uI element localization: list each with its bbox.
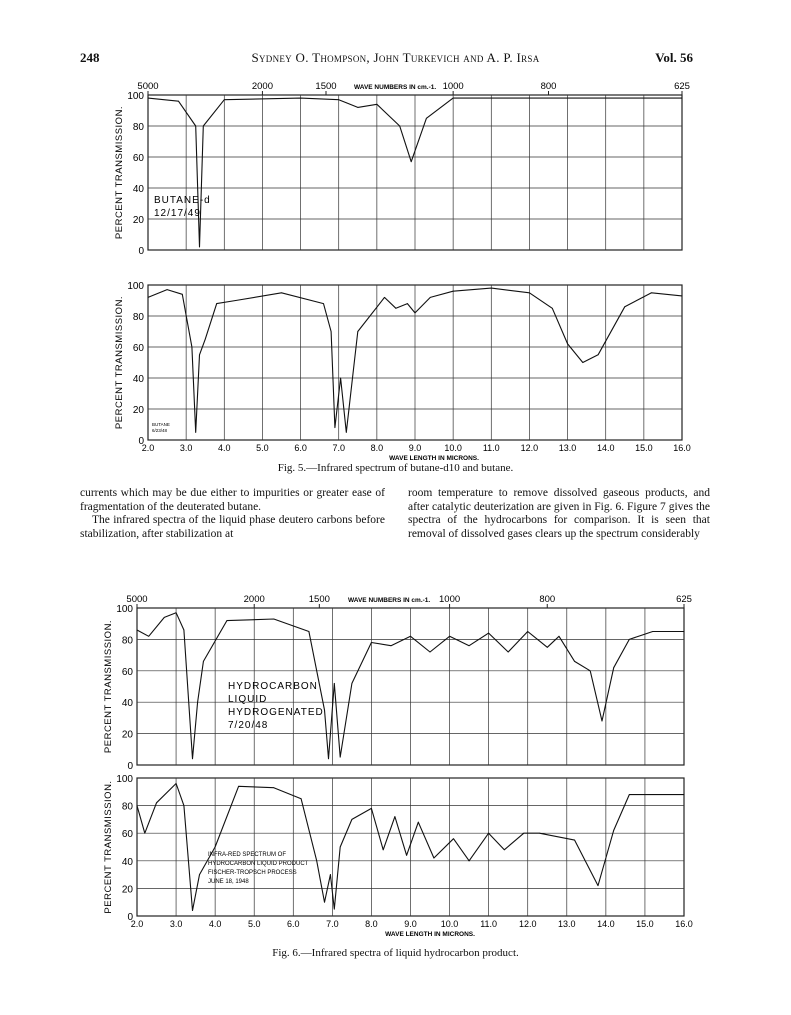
spectrum-point [137,630,138,631]
spectrum-point [182,294,183,295]
spectrum-point [199,354,200,355]
wavelength-tick-label: 16.0 [675,919,693,929]
spectrum-point [613,830,614,831]
spectrum-point [430,652,431,653]
spectrum-point [183,630,184,631]
spectrum-point [371,642,372,643]
spectrum-point [547,647,548,648]
wavelength-tick-label: 6.0 [294,443,307,453]
spectrum-point [407,303,408,304]
spectrum-point [144,833,145,834]
spectrum-point [383,849,384,850]
spectrum-point [426,118,427,119]
spectrum-point [574,661,575,662]
spectrum-point [235,300,236,301]
spectrum-point [226,620,227,621]
spectrum-point [203,126,204,127]
spectrum-point [684,794,685,795]
spectrum-point [216,303,217,304]
right-paragraph-1: room temperature to remove dissolved gaseous products, and after catalytic deuterization are given in Fig. 6. Figure 7 gives the spectra of the hydrocarbons for comparison. It is seen that removal of dissolved gases clears up the spectrum considerably [408,487,710,540]
spectrum-point [449,636,450,637]
y-axis-label: PERCENT TRANSMISSION. [103,780,114,914]
spectrum-point [324,710,325,711]
wavelength-tick-label: 13.0 [558,919,576,929]
y-tick-label: 20 [121,729,133,741]
wavenumber-tick-label: 5000 [126,594,148,605]
wavenumber-tick-label: 2000 [243,594,265,605]
spectrum-point [504,849,505,850]
spectrum-point [340,757,341,758]
spectrum-point [430,297,431,298]
wavelength-tick-label: 5.0 [256,443,269,453]
spectrum-point [199,874,200,875]
wavenumber-tick-label: 5000 [137,81,159,92]
wavelength-tick-label: 2.0 [130,919,144,929]
wavelength-tick-label: 7.0 [332,443,345,453]
spectrum-point [192,758,193,759]
spectrum-point [415,313,416,314]
spectrum-point [418,822,419,823]
wavenumber-tick-label: 2000 [251,81,273,92]
spectrum-point [316,860,317,861]
spectrum-point [334,909,335,910]
y-tick-label: 100 [116,774,133,785]
wavelength-tick-label: 14.0 [596,443,615,453]
y-tick-label: 60 [121,666,133,678]
wavelength-tick-label: 15.0 [636,919,654,929]
spectrum-point [334,683,335,684]
wavenumber-tick-label: 800 [540,81,557,92]
y-tick-label: 20 [132,405,144,416]
wavelength-tick-label: 3.0 [179,443,193,453]
wavenumber-tick-label: 1500 [308,594,330,605]
wavenumber-tick-label: 625 [674,81,690,92]
spectrum-point [156,802,157,803]
wavelength-tick-label: 4.0 [208,919,222,929]
page-number: 248 [80,50,100,65]
spectrum-point [411,161,412,162]
y-tick-label: 60 [132,343,144,354]
spectrum-point [340,847,341,848]
spectrum-point [148,636,149,637]
spectrum-point [346,102,347,103]
spectrum-point [410,636,411,637]
y-tick-label: 40 [132,184,144,195]
spectrum-point [300,98,301,99]
wavelength-tick-label: 12.0 [518,919,537,929]
spectrum-point [197,702,198,703]
spectrum-point [137,805,138,806]
spectrum-point [652,631,653,632]
wavelength-tick-label: 12.0 [520,443,539,453]
wavelength-tick-label: 13.0 [558,443,577,453]
spectrum-point [574,840,575,841]
spectrum-point [582,362,583,363]
y-axis-label: PERCENT TRANSMISSION. [114,105,125,240]
spectrum-point [351,819,352,820]
spectrum-point [527,631,528,632]
spectrum-point [396,308,397,309]
spectrum-point [357,107,358,108]
wavelength-tick-label: 8.0 [370,443,384,453]
spectrum-point [148,297,149,298]
spectrum-point [224,99,225,100]
spectrum-point [567,344,568,345]
wavelength-tick-label: 11.0 [480,919,498,929]
y-tick-label: 80 [121,801,133,813]
spectrum-point [376,104,377,105]
spectrum-point [590,670,591,671]
wavenumber-tick-label: 1000 [442,81,464,92]
wavelength-tick-label: 8.0 [365,919,378,929]
spectrum-point [529,98,530,99]
spectrum-point [394,816,395,817]
running-authors: Sydney O. Thompson, John Turkevich and A. P. Irsa [251,50,540,65]
spectrum-point [399,126,400,127]
wavelength-tick-label: 10.0 [444,443,462,453]
y-tick-label: 20 [132,215,144,226]
spectrum-point [215,847,216,848]
y-tick-label: 80 [132,122,144,133]
sample-label-line: JUNE 18, 1948 [208,879,249,885]
spectrum-point [453,838,454,839]
spectrum-point [491,98,492,99]
spectrum-point [346,432,347,433]
spectrum-point [598,885,599,886]
y-tick-label: 60 [121,829,133,841]
figure6-caption: Fig. 6.—Infrared spectra of liquid hydrocarbon product. [272,947,519,959]
spectrum-point [508,652,509,653]
spectrum-point [552,308,553,309]
spectrum-point [682,98,683,99]
spectrum-point [192,910,193,911]
spectrum-point [281,292,282,293]
y-tick-label: 100 [127,281,144,292]
y-tick-label: 40 [121,856,133,868]
spectrum-point [523,833,524,834]
spectrum-point [651,292,652,293]
spectrum-point [335,427,336,428]
spectrum-point [602,721,603,722]
sample-label-line: HYDROGENATED [228,707,324,718]
spectrum-point [167,289,168,290]
sample-label-line: INFRA-RED SPECTRUM OF [208,852,286,858]
spectrum-point [205,339,206,340]
wavelength-tick-label: 16.0 [673,443,691,453]
wavenumber-axis-label: WAVE NUMBERS IN cm.-1. [347,597,431,604]
spectrum-point [488,833,489,834]
spectrum-point [195,432,196,433]
spectrum-point [629,794,630,795]
spectrum-point [164,617,165,618]
y-tick-label: 80 [121,635,133,647]
spectrum-point [491,288,492,289]
spectrum-point [406,855,407,856]
spectrum-point [598,354,599,355]
spectrum-point [183,805,184,806]
spectrum-point [238,786,239,787]
right-column [408,487,710,541]
y-tick-label: 20 [121,884,133,896]
y-tick-label: 100 [127,91,144,102]
sample-label-line: LIQUID [228,694,268,705]
spectrum-point [684,631,685,632]
y-tick-label: 40 [121,698,133,710]
y-tick-label: 0 [138,246,144,257]
sample-label-line: 7/20/48 [228,720,269,731]
spectrum-point [371,808,372,809]
wavenumber-tick-label: 1500 [315,81,337,92]
y-axis-label: PERCENT TRANSMISSION. [114,295,125,430]
spectrum-point [357,331,358,332]
spectrum-point [453,291,454,292]
wavenumber-tick-label: 625 [676,594,692,605]
sample-label-line: HYDROCARBON LIQUID PRODUCT [208,861,309,867]
wavelength-tick-label: 2.0 [141,443,155,453]
spectrum-point [199,247,200,248]
y-tick-label: 60 [132,153,144,164]
sample-label-line: 6/23/48 [152,428,168,433]
spectrum-point [328,758,329,759]
wavelength-tick-label: 14.0 [597,919,615,929]
wavelength-tick-label: 15.0 [635,443,653,453]
wavelength-tick-label: 6.0 [287,919,300,929]
sample-label-line: BUTANE-d [154,195,211,206]
spectrum-point [384,297,385,298]
spectrum-point [605,98,606,99]
sample-label-line: FISCHER-TROPSCH PROCESS [208,870,297,876]
figure5-caption-text: Fig. 5.—Infrared spectrum of butane-d10 and butane. [277,462,514,474]
spectrum-point [331,331,332,332]
spectrum-point [434,858,435,859]
spectrum-point [629,639,630,640]
spectrum-point [338,99,339,100]
wavelength-tick-label: 10.0 [440,919,459,929]
wavenumber-axis-label: WAVE NUMBERS IN cm.-1. [353,84,437,91]
spectrum-point [178,101,179,102]
spectrum-point [148,98,149,99]
spectrum-point [195,126,196,127]
y-tick-label: 100 [116,604,133,615]
wavelength-tick-label: 5.0 [247,919,261,929]
spectrum-point [176,783,177,784]
left-column [80,487,385,541]
wavelength-axis-label: WAVE LENGTH IN MICRONS. [385,931,475,938]
wavelength-tick-label: 3.0 [169,919,183,929]
wavelength-axis-label: WAVE LENGTH IN MICRONS. [389,455,479,462]
wavelength-tick-label: 7.0 [326,919,339,929]
spectrum-point [682,295,683,296]
left-paragraph-2: The infrared spectra of the liquid phase deutero carbons before stabilization, after stabilization at [80,514,385,540]
spectrum-point [323,303,324,304]
spectrum-point [203,661,204,662]
wavelength-tick-label: 11.0 [482,443,500,453]
spectrum-point [624,306,625,307]
spectrum-point [176,612,177,613]
y-tick-label: 0 [127,912,133,923]
spectrum-point [559,636,560,637]
volume-number: Vol. 56 [655,50,693,65]
spectrum-point [469,860,470,861]
spectrum-point [488,633,489,634]
wavelength-tick-label: 4.0 [218,443,231,453]
spectrum-point [539,833,540,834]
spectrum-point [613,667,614,668]
spectrum-point [340,378,341,379]
spectrum-point [273,619,274,620]
sample-label-line: BUTANE [152,422,170,427]
spectrum-point [453,98,454,99]
spectrum-point [191,347,192,348]
spectrum-point [324,902,325,903]
spectrum-point [652,794,653,795]
spectrum-point [391,645,392,646]
wavelength-tick-label: 9.0 [408,443,422,453]
spectrum-point [330,874,331,875]
wavenumber-tick-label: 800 [539,594,556,605]
wavelength-tick-label: 9.0 [404,919,417,929]
y-tick-label: 0 [138,436,144,447]
left-paragraph-1: currents which may be due either to impurities or greater ease of fragmentation of the deuterated butane. [80,487,385,513]
sample-label-line: 12/17/49 [154,208,201,219]
wavenumber-tick-label: 1000 [439,594,461,605]
spectrum-point [273,787,274,788]
spectrum-point [469,645,470,646]
spectrum-point [309,631,310,632]
y-tick-label: 80 [132,312,144,323]
y-tick-label: 0 [127,761,133,772]
spectrum-point [301,798,302,799]
spectrum-point [351,683,352,684]
y-tick-label: 40 [132,374,144,385]
spectrum-point [529,292,530,293]
sample-label-line: HYDROCARBON [228,681,318,692]
y-axis-label: PERCENT TRANSMISSION. [103,619,114,754]
